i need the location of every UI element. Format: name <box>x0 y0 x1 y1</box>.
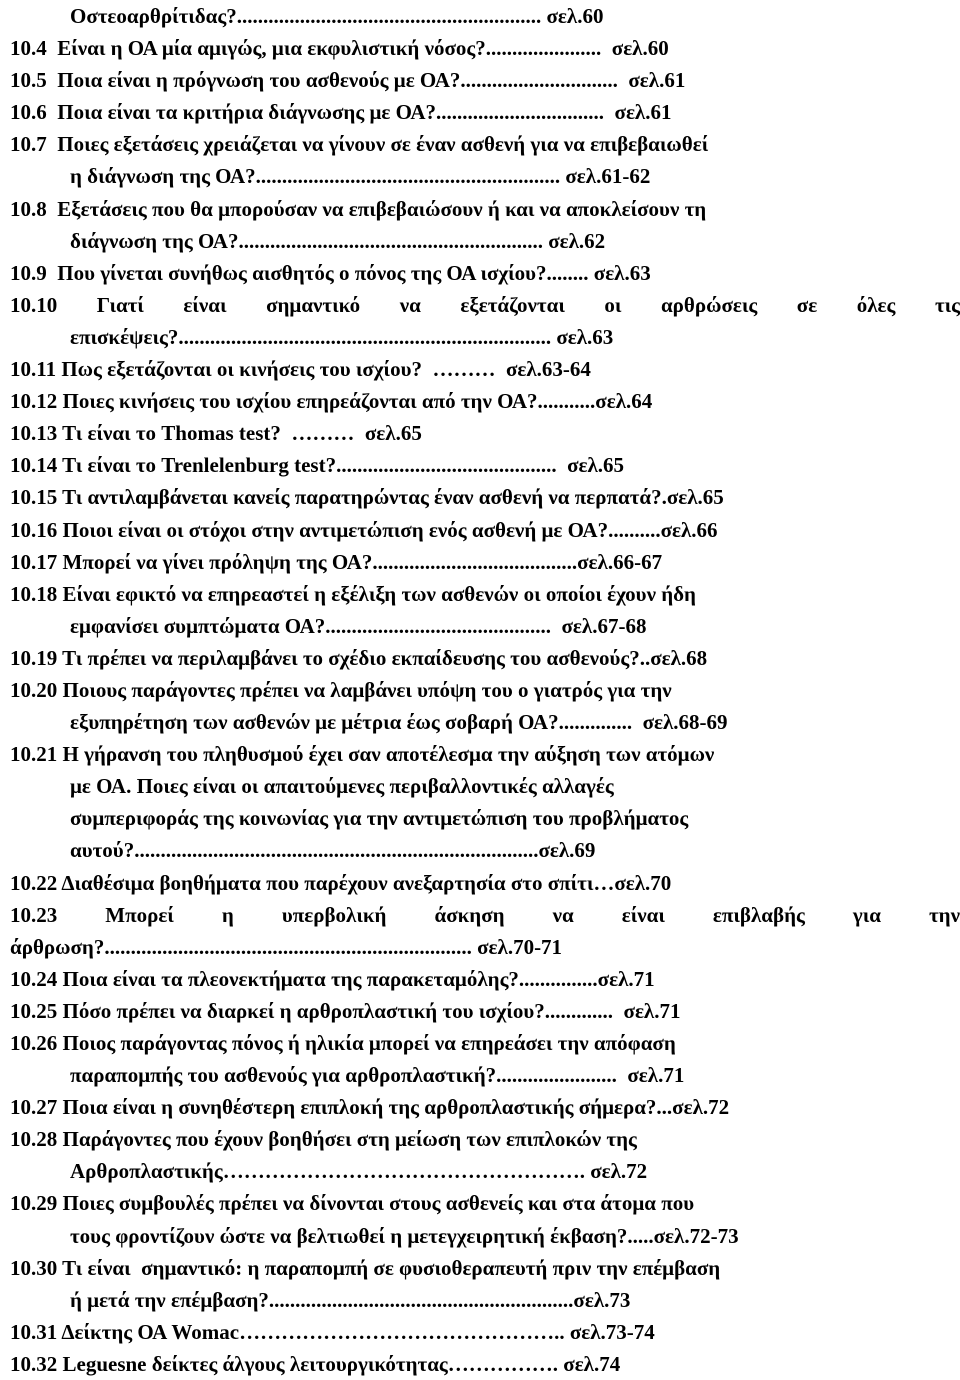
toc-entry: 10.22 Διαθέσιμα βοηθήματα που παρέχουν ανεξαρτησία στο σπίτι…σελ.70 <box>10 870 672 895</box>
toc-entry: 10.19 Τι πρέπει να περιλαμβάνει το σχέδιο εκπαίδευσης του ασθενούς?..σελ.68 <box>10 645 708 670</box>
toc-entry: Οστεοαρθρίτιδας?.......................................................... σελ.60 <box>70 4 604 28</box>
table-of-contents <box>10 0 960 1380</box>
toc-entry: 10.7 Ποιες εξετάσεις χρειάζεται να γίνουν σε έναν ασθενή για να επιβεβαιωθεί <box>10 132 709 157</box>
toc-entry: 10.14 Τι είναι το Trenlelenburg test?.......................................... σελ.65 <box>10 453 625 478</box>
toc-entry: 10.23 Μπορεί η υπερβολική άσκηση να είναι επιβλαβής για την <box>10 902 960 927</box>
toc-entry: 10.17 Μπορεί να γίνει πρόληψη της ΟΑ?.......................................σελ.66-67 <box>10 549 663 574</box>
toc-entry: 10.32 Leguesne δείκτες άλγους λειτουργικότητας……………. σελ.74 <box>10 1351 621 1376</box>
toc-entry: 10.26 Ποιος παράγοντας πόνος ή ηλικία μπορεί να επηρεάσει την απόφαση <box>10 1031 676 1055</box>
toc-entry: 10.12 Ποιες κινήσεις του ισχίου επηρεάζονται από την ΟΑ?...........σελ.64 <box>10 389 653 414</box>
toc-entry: 10.13 Τι είναι το Thomas test? ……… σελ.65 <box>10 421 422 446</box>
toc-entry: 10.29 Ποιες συμβουλές πρέπει να δίνονται στους ασθενείς και στα άτομα που <box>10 1191 695 1216</box>
toc-entry: 10.11 Πως εξετάζονται οι κινήσεις του ισχίου? ……… σελ.63-64 <box>10 357 591 382</box>
toc-entry: 10.16 Ποιοι είναι οι στόχοι στην αντιμετώπιση ενός ασθενή με ΟΑ?..........σελ.66 <box>10 517 718 542</box>
toc-entry: διάγνωση της ΟΑ?.......................................................... σελ.62 <box>70 228 606 253</box>
toc-entry: 10.20 Ποιους παράγοντες πρέπει να λαμβάνει υπόψη του ο γιατρός για την <box>10 677 672 702</box>
toc-entry: αυτού?.............................................................................σελ.69 <box>70 838 596 863</box>
toc-entry: 10.5 Ποια είναι η πρόγνωση του ασθενούς με ΟΑ?.............................. σελ.61 <box>10 68 686 93</box>
toc-entry: 10.6 Ποια είναι τα κριτήρια διάγνωσης με ΟΑ?................................ σελ.61 <box>10 100 672 125</box>
toc-entry: 10.4 Είναι η ΟΑ μία αμιγώς, μια εκφυλιστική νόσος?...................... σελ.60 <box>10 36 669 61</box>
toc-entry: 10.18 Είναι εφικτό να επηρεαστεί η εξέλιξη των ασθενών οι οποίοι έχουν ήδη <box>10 581 696 606</box>
toc-entry: άρθρωση?...................................................................... σελ.70-71 <box>10 934 563 959</box>
toc-entry: εξυπηρέτηση των ασθενών με μέτρια έως σοβαρή ΟΑ?.............. σελ.68-69 <box>70 710 728 735</box>
toc-entry: συμπεριφοράς της κοινωνίας για την αντιμετώπιση του προβλήματος <box>70 806 689 831</box>
toc-entry: 10.8 Εξετάσεις που θα μπορούσαν να επιβεβαιώσουν ή και να αποκλείσουν τη <box>10 196 707 221</box>
toc-entry: 10.28 Παράγοντες που έχουν βοηθήσει στη μείωση των επιπλοκών της <box>10 1127 637 1152</box>
toc-entry: εμφανίσει συμπτώματα ΟΑ?........................................... σελ.67-68 <box>70 613 647 638</box>
toc-entry: 10.21 Η γήρανση του πληθυσμού έχει σαν αποτέλεσμα την αύξηση των ατόμων <box>10 742 715 767</box>
toc-entry: 10.9 Που γίνεται συνήθως αισθητός ο πόνος της ΟΑ ισχίου?........ σελ.63 <box>10 260 651 285</box>
toc-entry: 10.31 Δείκτης ΟΑ Womac……………………………………….. σελ.73-74 <box>10 1319 655 1344</box>
toc-entry: επισκέψεις?....................................................................... σελ.63 <box>70 324 614 349</box>
toc-entry: 10.15 Τι αντιλαμβάνεται κανείς παρατηρώντας έναν ασθενή να περπατά?.σελ.65 <box>10 485 724 510</box>
toc-entry: ή μετά την επέμβαση?..........................................................σελ.73 <box>70 1287 631 1312</box>
toc-entry: με ΟΑ. Ποιες είναι οι απαιτούμενες περιβαλλοντικές αλλαγές <box>70 774 614 799</box>
toc-entry: τους φροντίζουν ώστε να βελτιωθεί η μετεγχειρητική έκβαση?.....σελ.72-73 <box>70 1223 739 1248</box>
toc-entry: 10.10 Γιατί είναι σημαντικό να εξετάζονται οι αρθρώσεις σε όλες τις <box>10 292 960 317</box>
toc-entry: 10.27 Ποια είναι η συνηθέστερη επιπλοκή της αρθροπλαστικής σήμερα?...σελ.72 <box>10 1095 730 1120</box>
toc-entry: Αρθροπλαστικής……………………………………………. σελ.72 <box>70 1159 648 1184</box>
toc-entry: 10.24 Ποια είναι τα πλεονεκτήματα της παρακεταμόλης?...............σελ.71 <box>10 966 655 991</box>
toc-entry: 10.30 Τι είναι σημαντικό: η παραπομπή σε φυσιοθεραπευτή πριν την επέμβαση <box>10 1255 721 1280</box>
toc-entry: παραπομπής του ασθενούς για αρθροπλαστική?....................... σελ.71 <box>70 1063 685 1088</box>
toc-entry: η διάγνωση της ΟΑ?.......................................................... σελ.61-62 <box>70 164 651 189</box>
toc-entry: 10.25 Πόσο πρέπει να διαρκεί η αρθροπλαστική του ισχίου?............. σελ.71 <box>10 998 681 1023</box>
